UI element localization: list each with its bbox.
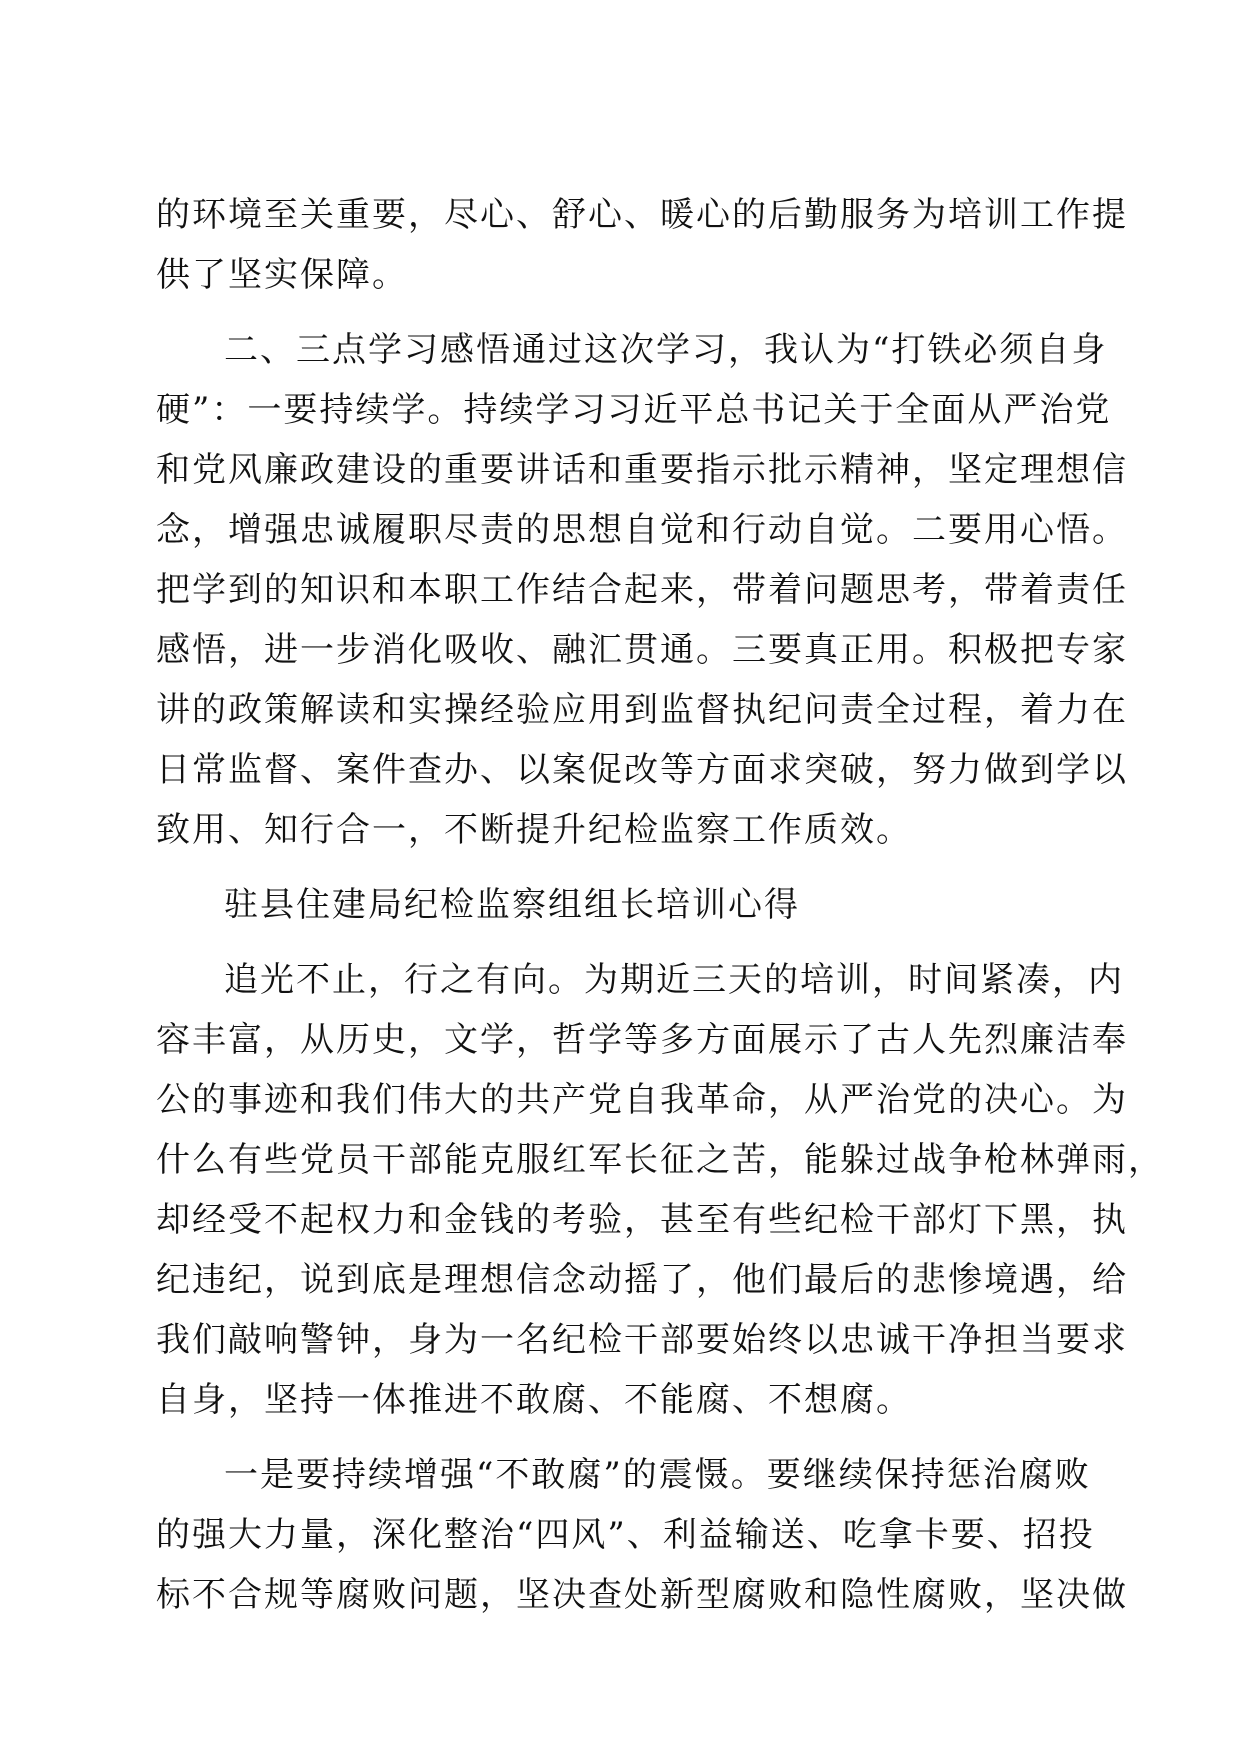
paragraph-three-insights — [156, 320, 1128, 860]
text-line: 一是要持续增强“不敢腐”的震慑。要继续保持惩治腐败 — [224, 1455, 1091, 1495]
text-line: 硬”：一要持续学。持续学习习近平总书记关于全面从严治党 — [156, 390, 1112, 430]
text-line: 讲的政策解读和实操经验应用到监督执纪问责全过程，着力在 — [156, 690, 1128, 730]
text-line: 公的事迹和我们伟大的共产党自我革命，从严治党的决心。为 — [156, 1080, 1128, 1120]
text-line: 我们敲响警钟，身为一名纪检干部要始终以忠诚干净担当要求 — [156, 1320, 1128, 1360]
heading-line: 驻县住建局纪检监察组组长培训心得 — [224, 885, 800, 925]
text-line: 却经受不起权力和金钱的考验，甚至有些纪检干部灯下黑，执 — [156, 1200, 1128, 1240]
text-line: 日常监督、案件查办、以案促改等方面求突破，努力做到学以 — [156, 750, 1128, 790]
text-line: 标不合规等腐败问题，坚决查处新型腐败和隐性腐败，坚决做 — [156, 1575, 1128, 1615]
text-line: 的强大力量，深化整治“四风”、利益输送、吃拿卡要、招投 — [156, 1515, 1095, 1555]
paragraph-deterrence — [156, 1445, 1128, 1625]
text-line: 二、三点学习感悟通过这次学习，我认为“打铁必须自身 — [224, 330, 1108, 370]
document-body — [156, 185, 1164, 1625]
text-line: 供了坚实保障。 — [156, 255, 408, 295]
paragraph-training-reflection — [156, 950, 1164, 1430]
text-line: 致用、知行合一，不断提升纪检监察工作质效。 — [156, 810, 912, 850]
text-line: 纪违纪，说到底是理想信念动摇了，他们最后的悲惨境遇，给 — [156, 1260, 1128, 1300]
section-heading — [156, 875, 1086, 935]
text-line: 念，增强忠诚履职尽责的思想自觉和行动自觉。二要用心悟。 — [156, 510, 1128, 550]
text-line: 容丰富，从历史，文学，哲学等多方面展示了古人先烈廉洁奉 — [156, 1020, 1128, 1060]
text-line: 的环境至关重要，尽心、舒心、暖心的后勤服务为培训工作提 — [156, 195, 1128, 235]
text-line: 把学到的知识和本职工作结合起来，带着问题思考，带着责任 — [156, 570, 1128, 610]
text-line: 什么有些党员干部能克服红军长征之苦，能躲过战争枪林弹雨， — [156, 1140, 1164, 1180]
text-line: 感悟，进一步消化吸收、融汇贯通。三要真正用。积极把专家 — [156, 630, 1128, 670]
text-line: 和党风廉政建设的重要讲话和重要指示批示精神，坚定理想信 — [156, 450, 1128, 490]
text-line: 自身，坚持一体推进不敢腐、不能腐、不想腐。 — [156, 1380, 912, 1420]
paragraph-logistics-conclusion — [156, 185, 1128, 305]
text-line: 追光不止，行之有向。为期近三天的培训，时间紧凑，内 — [224, 960, 1124, 1000]
